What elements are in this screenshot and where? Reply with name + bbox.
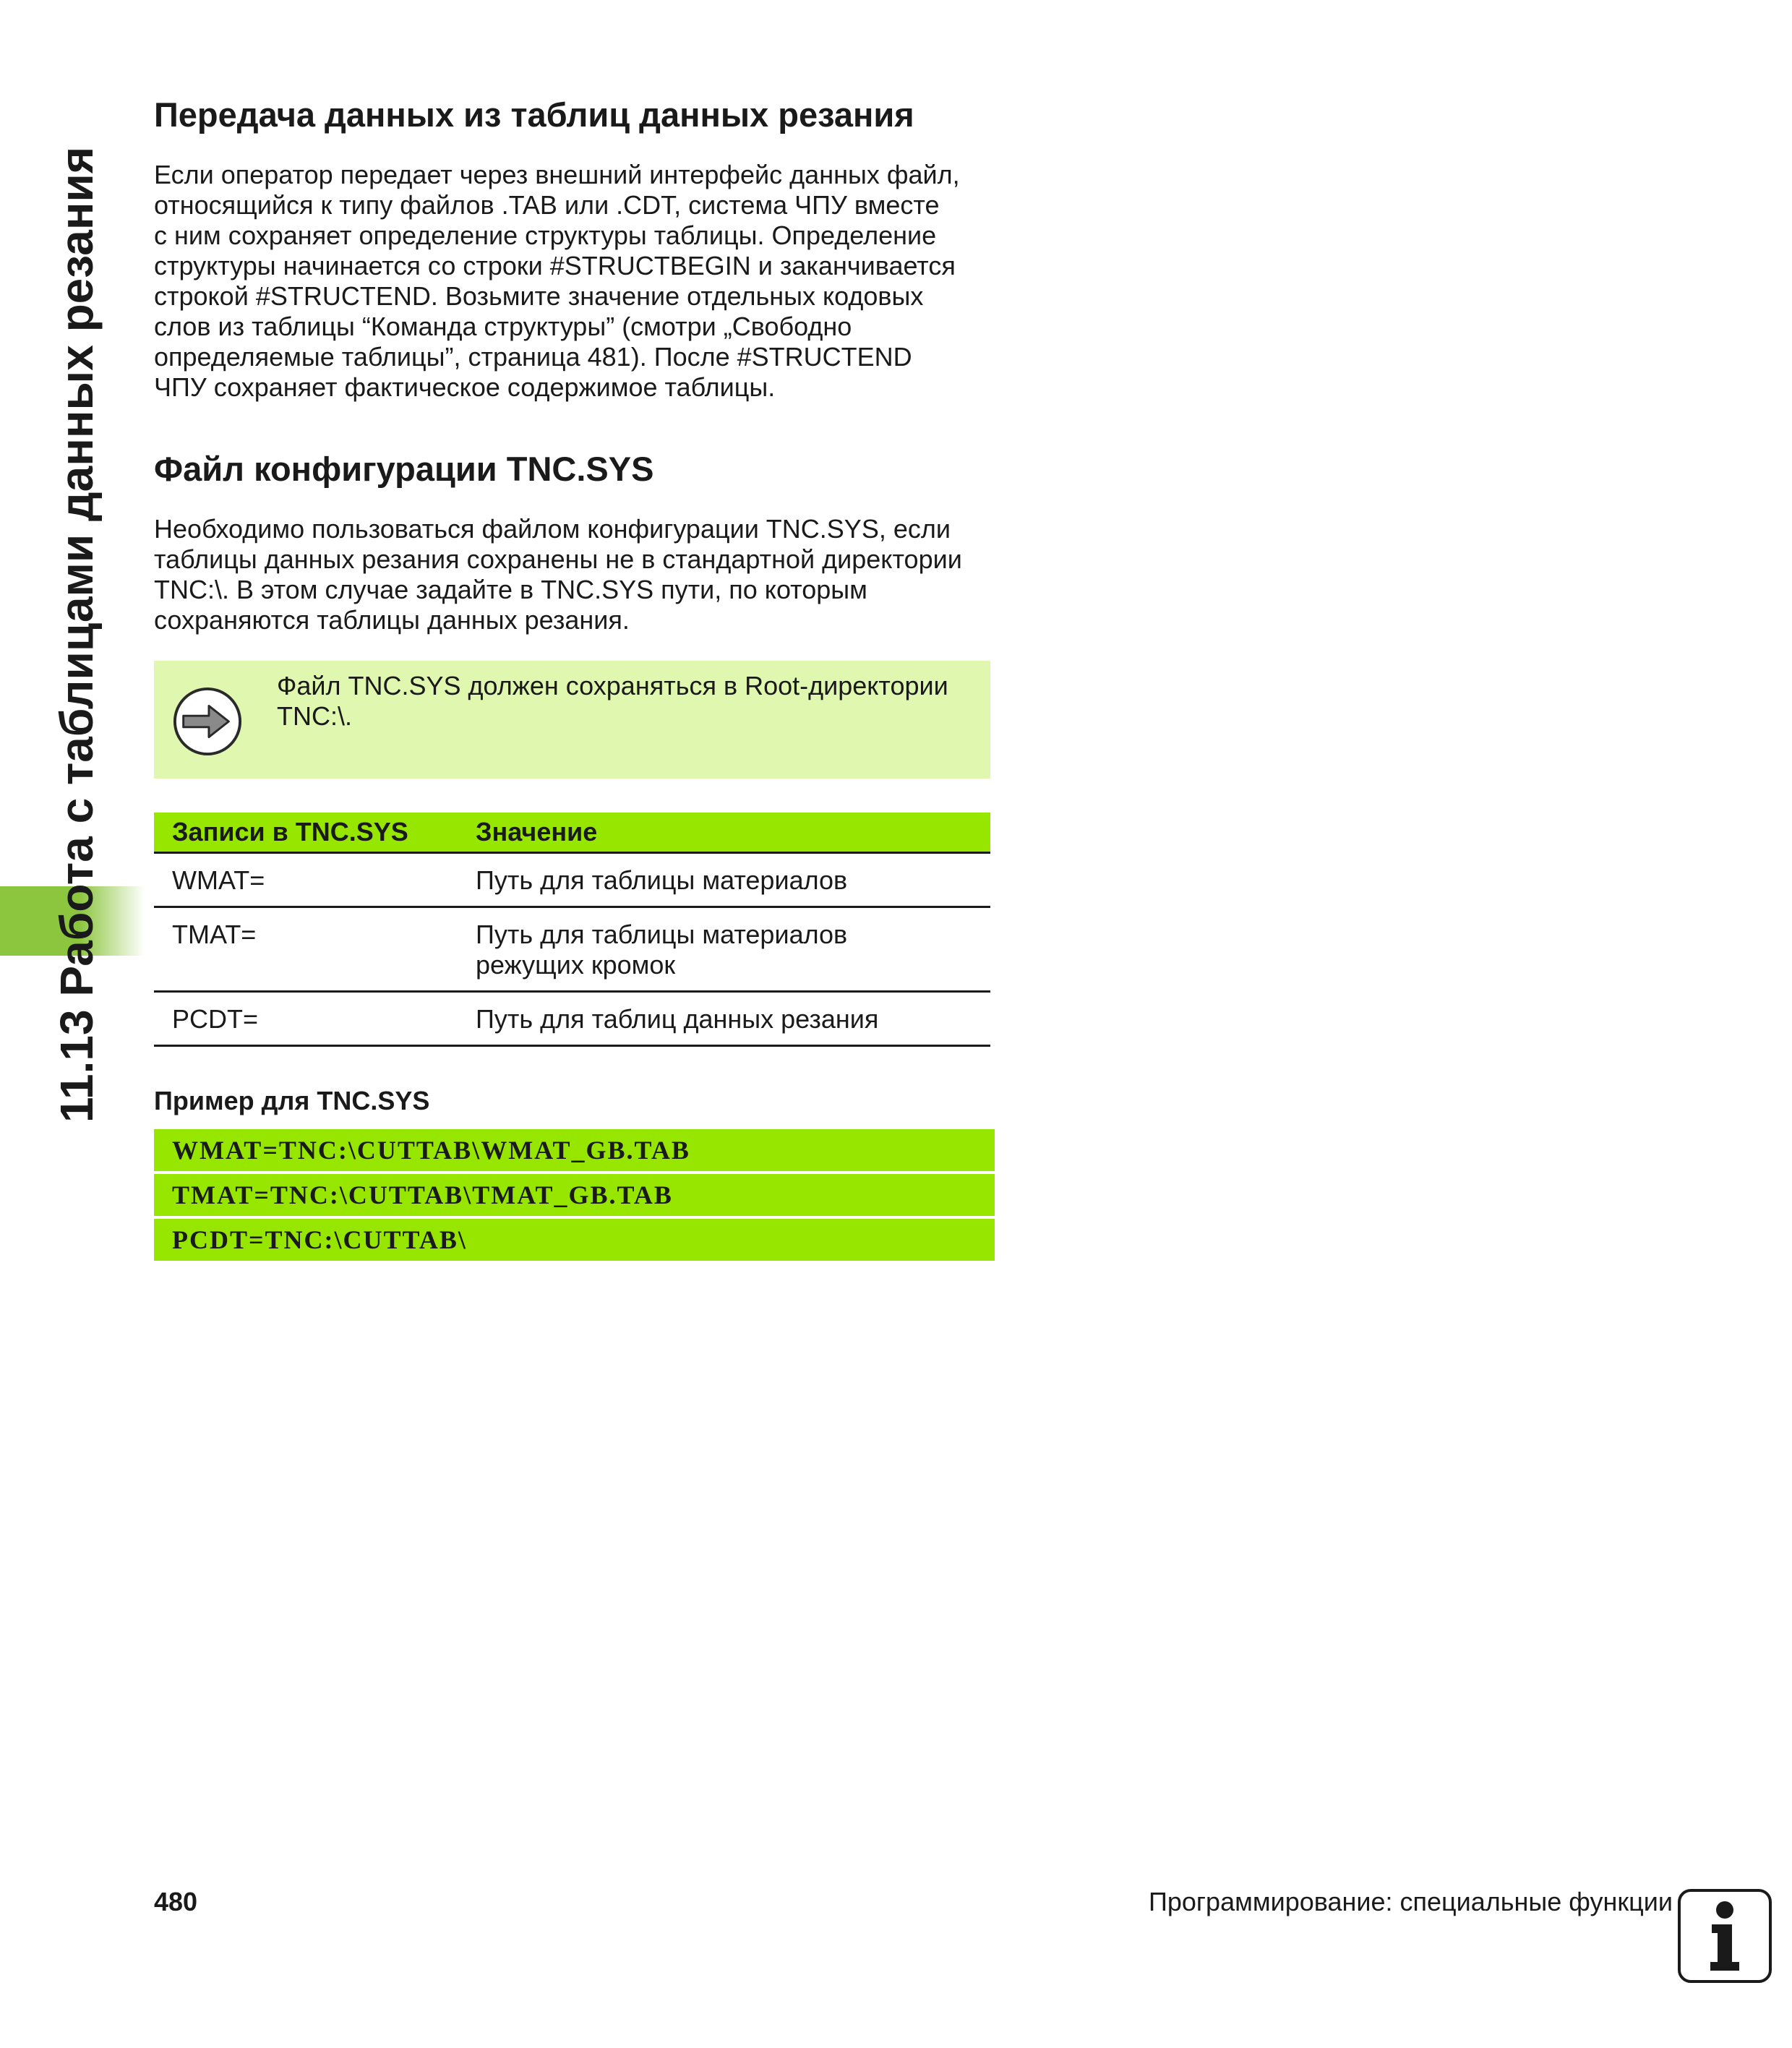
text-line: с ним сохраняет определение структуры таблицы. Определение	[154, 220, 937, 250]
main-content	[154, 90, 1000, 635]
table-header-entries: Записи в TNC.SYS	[154, 813, 458, 853]
tnc-sys-entries-table	[154, 813, 990, 1047]
info-icon	[1677, 1888, 1772, 1984]
table-header-value: Значение	[458, 813, 990, 853]
code-line-wmat: WMAT=TNC:\CUTTAB\WMAT_GB.TAB	[154, 1129, 995, 1171]
note-box	[154, 661, 990, 779]
arrow-right-icon	[172, 686, 243, 757]
footer-chapter-title: Программирование: специальные функции	[1149, 1887, 1673, 1916]
text-line: Необходимо пользоваться файлом конфигурации TNC.SYS, если	[154, 514, 951, 544]
text-line: относящийся к типу файлов .TAB или .CDT, система ЧПУ вместе	[154, 190, 940, 220]
text-line: сохраняются таблицы данных резания.	[154, 605, 630, 635]
note-text	[277, 671, 971, 732]
table-cell-entry: PCDT=	[154, 992, 458, 1046]
page-number: 480	[154, 1887, 198, 1916]
table-cell-value: Путь для таблицы материалов режущих кромок	[458, 907, 990, 992]
text-line: ЧПУ сохраняет фактическое содержимое таблицы.	[154, 372, 776, 402]
text-line: Если оператор передает через внешний интерфейс данных файл,	[154, 160, 960, 189]
example-title: Пример для TNC.SYS	[154, 1086, 430, 1115]
table-cell-entry: WMAT=	[154, 853, 458, 907]
code-line-tmat: TMAT=TNC:\CUTTAB\TMAT_GB.TAB	[154, 1174, 995, 1216]
text-line: строкой #STRUCTEND. Возьмите значение отдельных кодовых	[154, 281, 924, 311]
table-header-row	[154, 813, 990, 853]
config-paragraph	[154, 514, 1000, 635]
transfer-paragraph	[154, 160, 1000, 403]
section-title-config: Файл конфигурации TNC.SYS	[154, 450, 654, 488]
text-line: TNC:\.	[277, 701, 352, 731]
text-line: TNC:\. В этом случае задайте в TNC.SYS пути, по которым	[154, 575, 867, 604]
text-line: слов из таблицы “Команда структуры” (смотри „Свободно	[154, 312, 852, 341]
table-row	[154, 853, 990, 907]
section-title-transfer: Передача данных из таблиц данных резания	[154, 95, 914, 134]
table-row	[154, 907, 990, 992]
code-line-pcdt: PCDT=TNC:\CUTTAB\	[154, 1219, 995, 1261]
table-cell-value: Путь для таблиц данных резания	[458, 992, 990, 1046]
table-cell-entry: TMAT=	[154, 907, 458, 992]
text-line: Файл TNC.SYS должен сохраняться в Root-директории	[277, 671, 948, 700]
text-line: определяемые таблицы”, страница 481). После #STRUCTEND	[154, 342, 912, 372]
text-line: структуры начинается со строки #STRUCTBEGIN и заканчивается	[154, 251, 956, 280]
table-cell-value: Путь для таблицы материалов	[458, 853, 990, 907]
table-row	[154, 992, 990, 1046]
text-line: таблицы данных резания сохранены не в стандартной директории	[154, 544, 962, 574]
chapter-side-title: 11.13 Работа с таблицами данных резания	[51, 146, 103, 1123]
